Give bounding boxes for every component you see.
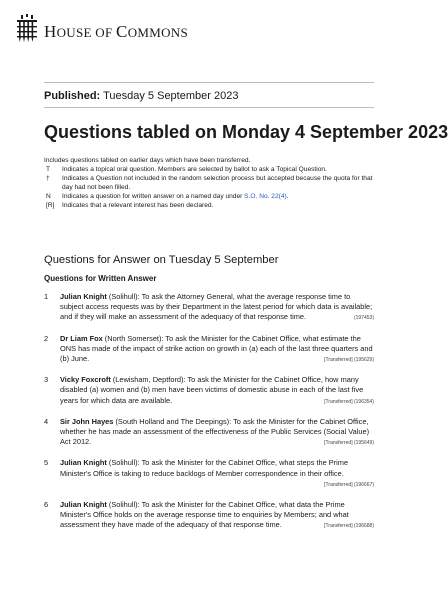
member-constituency: (North Somerset): (102, 333, 166, 343)
legend-text-end: . (286, 193, 289, 200)
standing-order-link[interactable]: S.O. No. 22(4) (244, 193, 287, 200)
legend-item-dagger (44, 174, 374, 192)
member-name: Dr Liam Fox (60, 333, 103, 343)
wordmark-ouse-of: OUSE OF (56, 25, 117, 40)
wordmark-ommons: OMMONS (127, 25, 189, 40)
intro-text: Includes questions tabled on earlier days which have been transferred. (44, 157, 251, 164)
question-text: To ask the Minister for the Cabinet Office, whether he has made an assessment of the effectiveness of the Public Services (Social Value) Act 2012. (60, 416, 370, 447)
member-name: Julian Knight (60, 458, 107, 468)
question-number: 1 (44, 292, 49, 301)
subsection-heading: Questions for Written Answer (44, 274, 157, 283)
legend-symbol: [R] (46, 202, 55, 209)
legend-text: Indicates a Question not included in the random selection process but accepted because the quota for that day had not been filled. (62, 175, 373, 191)
member-constituency: (Solihull): (106, 458, 142, 468)
portcullis-logo-icon (16, 14, 38, 44)
legend-text: Indicates a topical oral question. Members are selected by ballot to ask a Topical Question. (62, 166, 327, 173)
question-reference: [Transferred] (196688) (324, 523, 374, 530)
question-text: To ask the Minister for the Cabinet Office, what data the Prime Minister's Office holds on the average response time to enquiries by Members; and what assessment they have made of the adequacy of that response time. (60, 500, 349, 530)
question-text: To ask the Minister for the Cabinet Office, how many disabled (a) women and (b) men have been victims of domestic abuse in each of the last five years for which data are available. (60, 375, 364, 405)
member-name: Sir John Hayes (60, 416, 114, 426)
legend-symbol: † (46, 175, 50, 182)
legend (44, 156, 374, 210)
member-constituency: (Solihull): (106, 292, 142, 301)
section-heading: Questions for Answer on Tuesday 5 September (44, 254, 279, 266)
question-list (44, 292, 374, 542)
published-date: Tuesday 5 September 2023 (103, 90, 239, 102)
question-reference: [Transferred] (195649) (324, 440, 374, 447)
question-item (44, 375, 374, 407)
question-reference: [Transferred] (196667) (324, 481, 374, 488)
member-name: Julian Knight (60, 500, 107, 510)
question-number: 5 (44, 458, 49, 468)
question-text: To ask the Minister for the Cabinet Office, what steps the Prime Minister's Office is taking to reduce backlogs of Member correspondence in their office. (60, 458, 349, 478)
question-item (44, 458, 374, 490)
page-title: Questions tabled on Monday 4 September 2023 (44, 122, 448, 142)
published-label: Published: (44, 90, 101, 102)
legend-item-topical (44, 165, 374, 174)
question-item (44, 334, 374, 366)
question-text: To ask the Minister for the Cabinet Office, what estimate the ONS has made of the impact of strike action on growth in (a) each of the last three quarters and (b) June. (60, 333, 373, 364)
published-line (44, 90, 238, 102)
bottom-divider (44, 107, 374, 108)
question-text: To ask the Attorney General, what the average response time to subject access requests was by their Department in the latest period for which data is available; and if they will make an assessment of the adequacy of that response time. (60, 292, 373, 322)
member-constituency: (Solihull): (106, 500, 142, 510)
question-item (44, 417, 374, 449)
member-name: Vicky Foxcroft (60, 375, 111, 385)
house-of-commons-wordmark (44, 22, 188, 42)
question-reference: (197453) (353, 315, 374, 322)
question-item (44, 292, 374, 324)
legend-text: Indicates that a relevant interest has been declared. (62, 202, 214, 209)
legend-item-relevant-interest (44, 201, 374, 210)
top-divider (44, 82, 374, 83)
wordmark-c: C (116, 22, 128, 41)
question-number: 2 (44, 333, 49, 343)
legend-item-named-day (44, 192, 374, 201)
question-number: 4 (44, 416, 49, 426)
question-item (44, 500, 374, 532)
question-number: 6 (44, 500, 49, 510)
member-constituency: (Lewisham, Deptford): (110, 375, 188, 385)
question-reference: [Transferred] (195629) (324, 357, 374, 364)
member-name: Julian Knight (60, 292, 107, 301)
question-reference: [Transferred] (196354) (324, 398, 374, 405)
legend-symbol: T (46, 166, 51, 173)
legend-symbol: N (46, 193, 51, 200)
legend-text: Indicates a question for written answer on a named day under (62, 193, 245, 200)
member-constituency: (South Holland and The Deepings): (113, 416, 234, 426)
wordmark-h: H (44, 22, 57, 41)
question-number: 3 (44, 375, 49, 385)
